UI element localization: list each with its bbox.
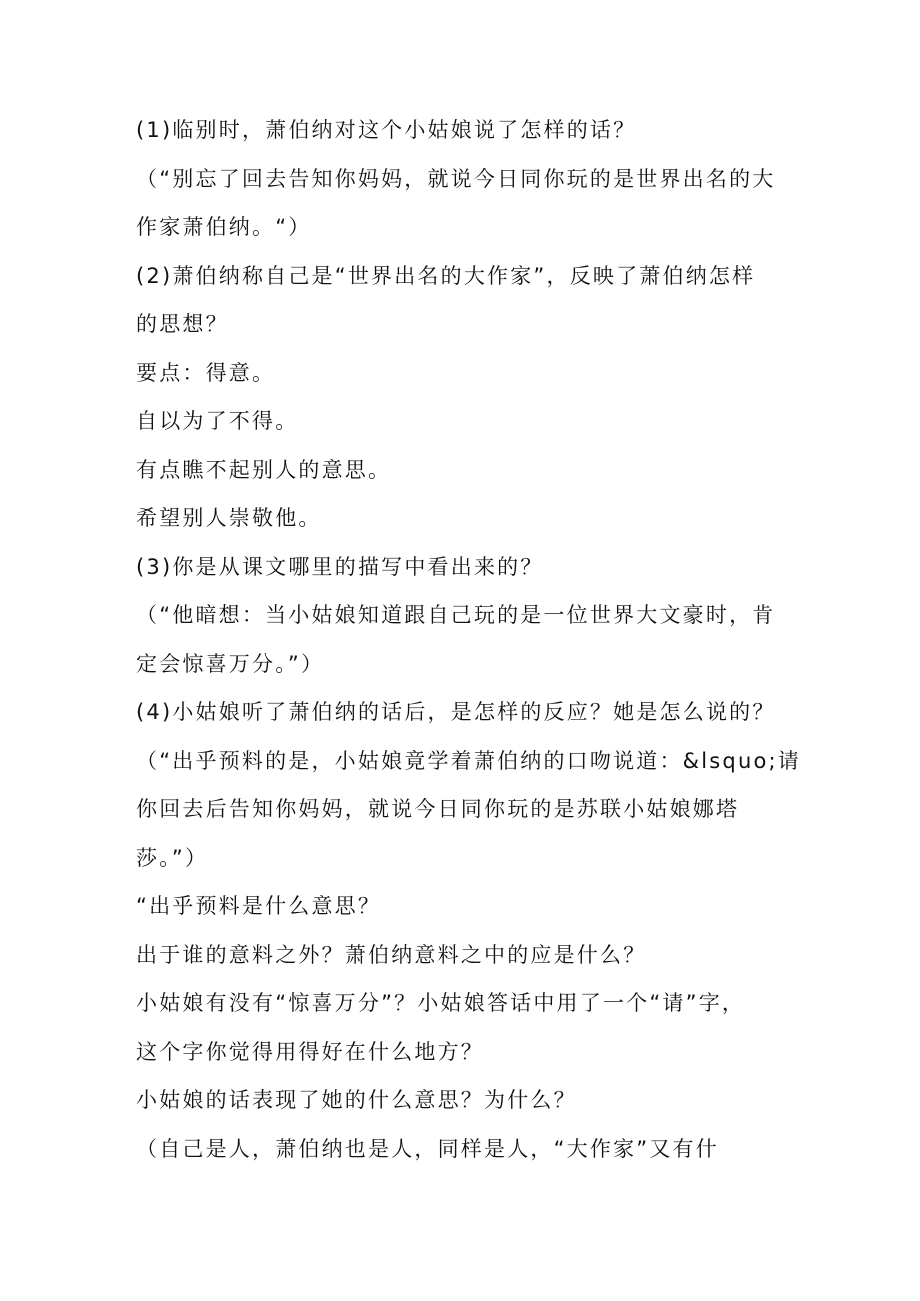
discussion-3-line-2: 这个字你觉得用得好在什么地方？ xyxy=(136,1039,484,1064)
answer-3-line-2: 定会惊喜万分。”） xyxy=(136,651,325,676)
discussion-5: （自己是人，萧伯纳也是人，同样是人，“大作家”又有什 xyxy=(136,1136,719,1161)
question-2-line-1: (2)萧伯纳称自己是“世界出名的大作家”，反映了萧伯纳怎样 xyxy=(136,263,756,288)
document-body xyxy=(136,106,801,1173)
discussion-1: “出乎预料是什么意思？ xyxy=(136,894,382,918)
key-point-4: 希望别人崇敬他。 xyxy=(136,506,322,530)
answer-4-line-3: 莎。”） xyxy=(136,845,209,870)
discussion-4: 小姑娘的话表现了她的什么意思？为什么？ xyxy=(136,1088,577,1112)
question-1: (1)临别时，萧伯纳对这个小姑娘说了怎样的话？ xyxy=(136,118,637,142)
answer-4-line-2: 你回去后告知你妈妈，就说今日同你玩的是苏联小姑娘娜塔 xyxy=(136,797,740,821)
discussion-2: 出于谁的意料之外？萧伯纳意料之中的应是什么？ xyxy=(136,942,647,967)
question-4: (4)小姑娘听了萧伯纳的话后，是怎样的反应？她是怎么说的？ xyxy=(136,700,776,724)
answer-4-line-1: （“出乎预料的是，小姑娘竟学着萧伯纳的口吻说道：&lsquo;请 xyxy=(136,748,801,773)
discussion-3-line-1: 小姑娘有没有“惊喜万分”？小姑娘答话中用了一个“请”字， xyxy=(136,991,746,1015)
answer-3-line-1: （“他暗想：当小姑娘知道跟自己玩的是一位世界大文豪时，肯 xyxy=(136,603,776,627)
key-point-2: 自以为了不得。 xyxy=(136,409,299,433)
question-2-line-2: 的思想？ xyxy=(136,312,229,336)
answer-1-line-1: （“别忘了回去告知你妈妈，就说今日同你玩的是世界出名的大 xyxy=(136,166,776,191)
key-point-3: 有点瞧不起别人的意思。 xyxy=(136,457,392,482)
question-3: (3)你是从课文哪里的描写中看出来的？ xyxy=(136,554,544,579)
key-point-1: 要点：得意。 xyxy=(136,360,276,385)
answer-1-line-2: 作家萧伯纳。“） xyxy=(136,215,312,239)
